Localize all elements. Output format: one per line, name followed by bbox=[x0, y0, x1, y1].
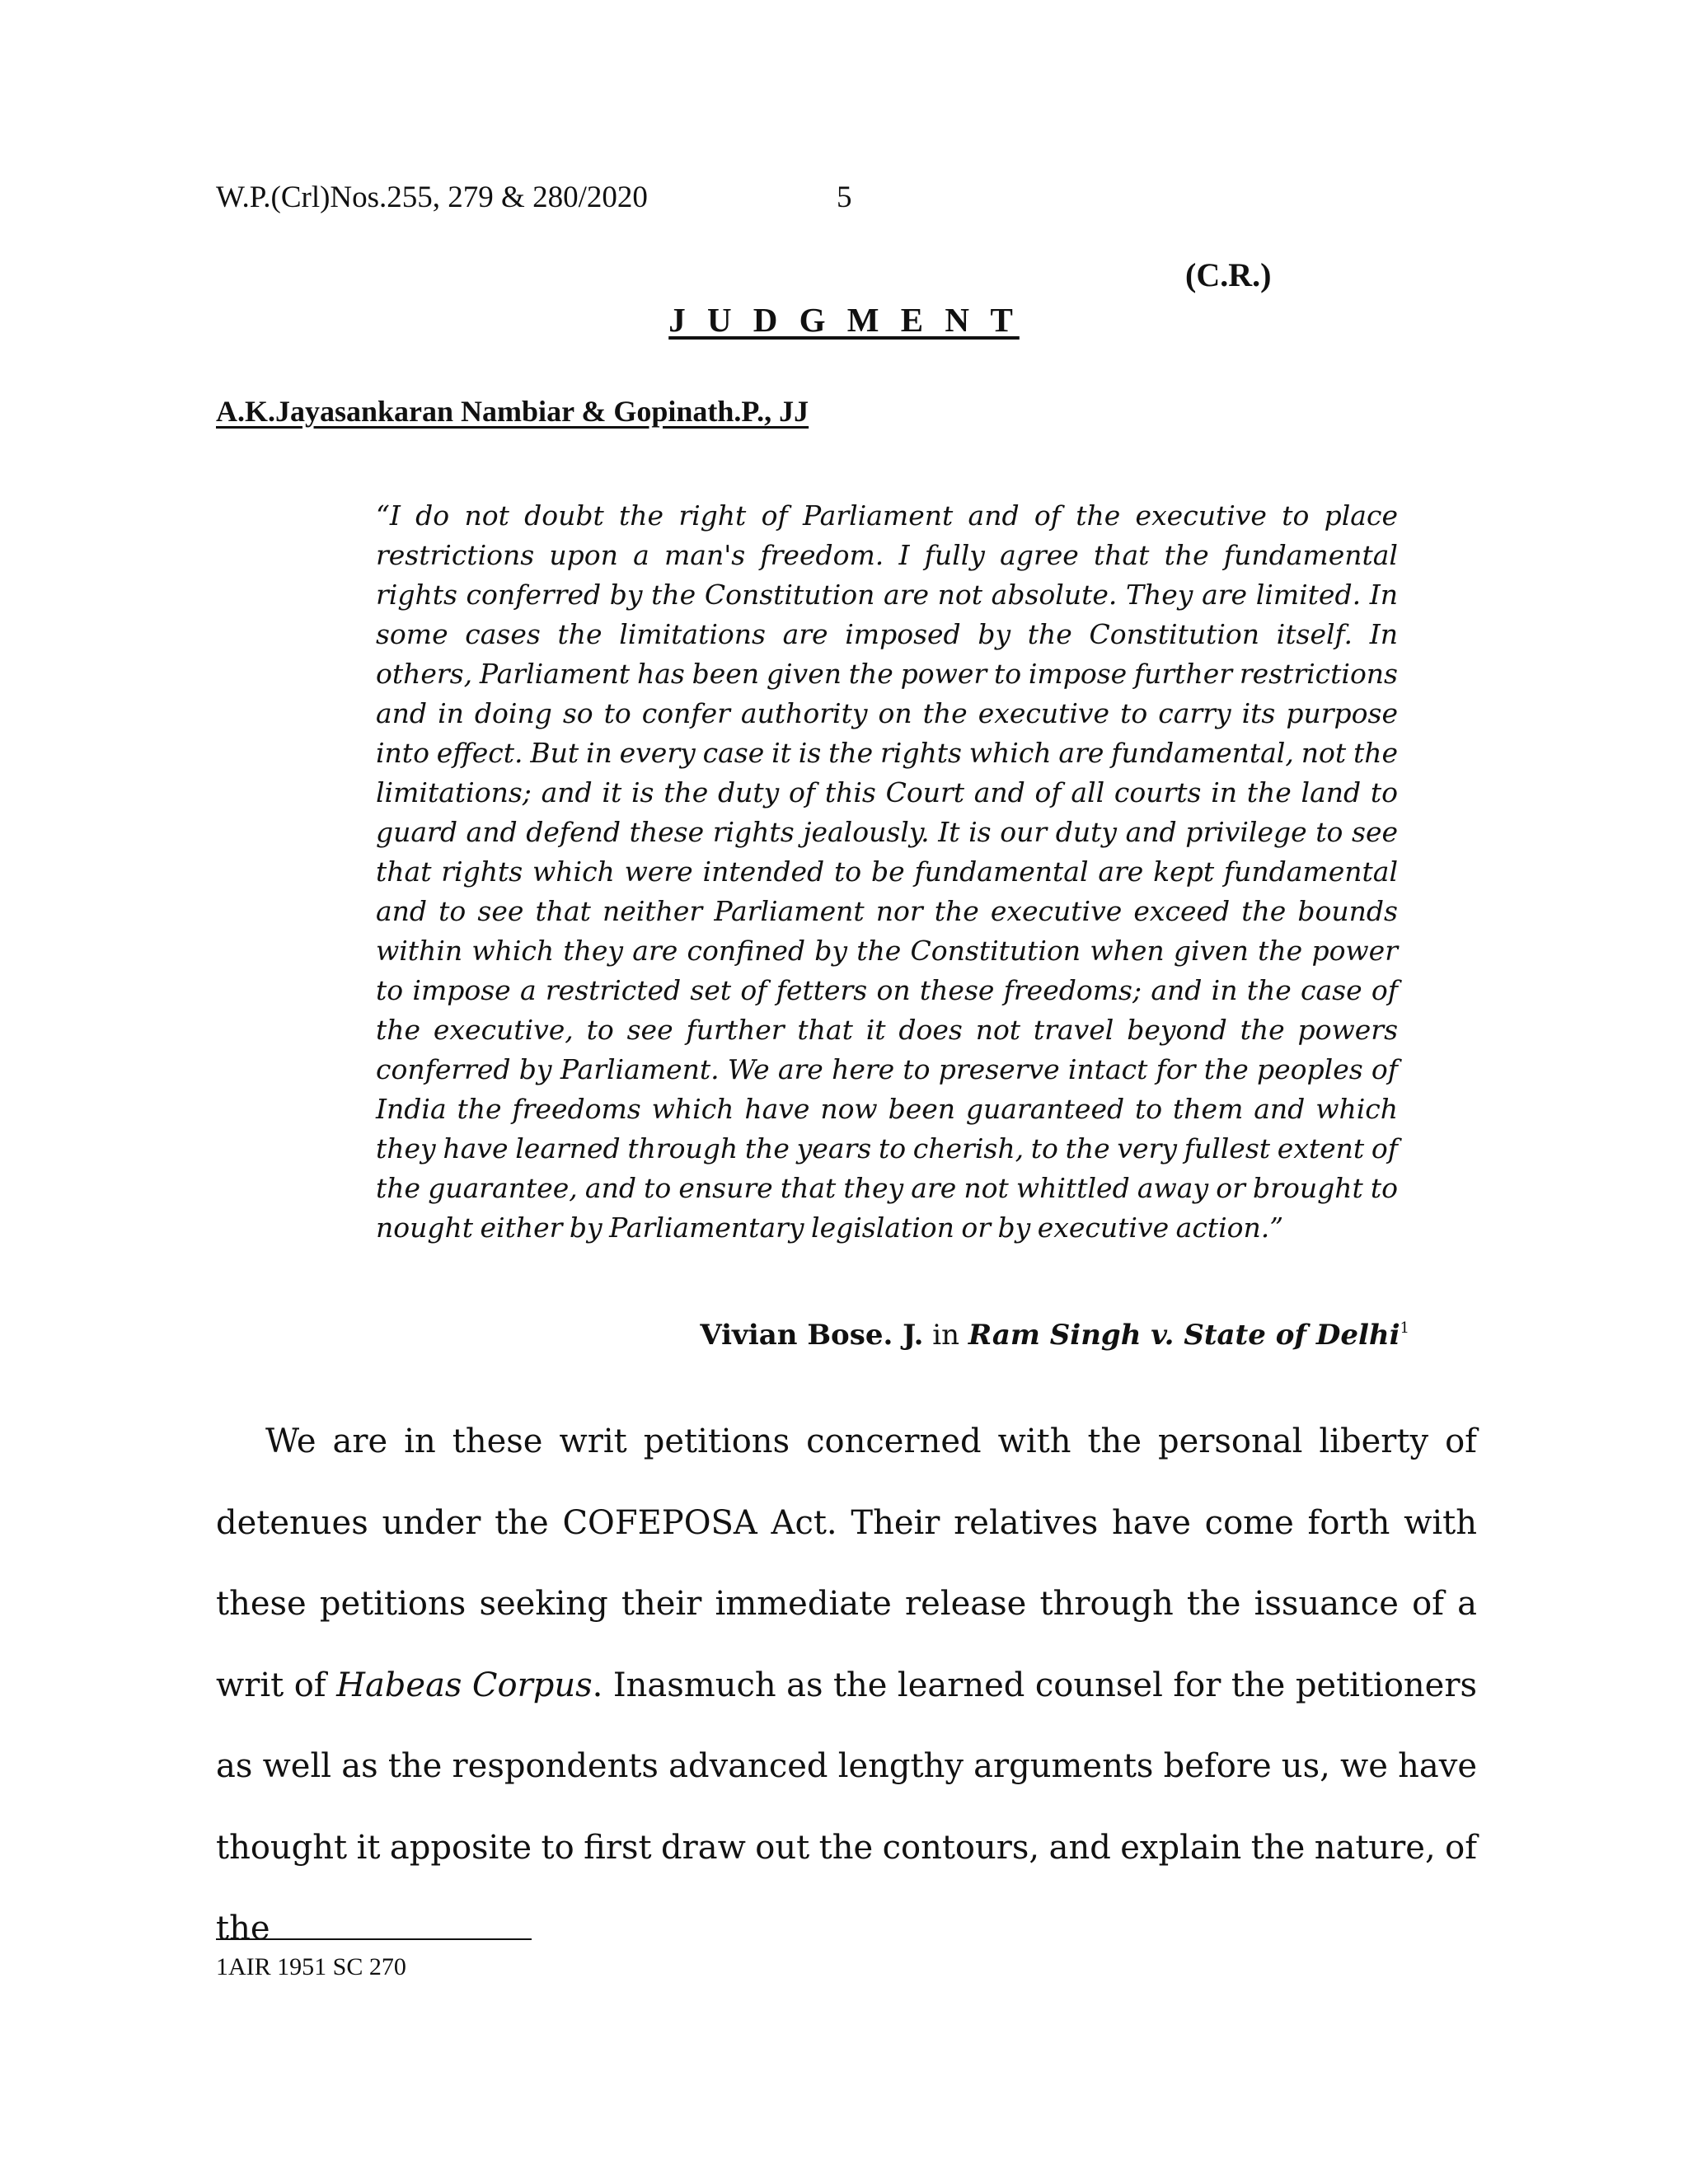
page-number: 5 bbox=[837, 180, 852, 214]
judges-line: A.K.Jayasankaran Nambiar & Gopinath.P., JJ bbox=[216, 395, 809, 428]
attribution-judge: Vivian Bose. J. bbox=[700, 1319, 924, 1352]
footnote-reference: 1 bbox=[1400, 1319, 1409, 1337]
footnote-divider bbox=[216, 1938, 532, 1940]
footnote: 1AIR 1951 SC 270 bbox=[216, 1953, 406, 1980]
body-text-part-1: We are in these writ petitions concerned with the personal liberty of detenues under the COFEPOSA Act. Their relatives have come forth with these petitions seeking their immediate release through the issuance of a writ of bbox=[216, 1422, 1477, 1704]
judgment-title: J U D G M E N T bbox=[668, 301, 1020, 339]
attribution-case-name: Ram Singh v. State of Delhi bbox=[968, 1319, 1400, 1352]
case-number-header: W.P.(Crl)Nos.255, 279 & 280/2020 bbox=[216, 180, 648, 214]
opening-quotation: “I do not doubt the right of Parliament and of the executive to place restrictions upon a man's freedom. I fully agree that the fundamental rights conferred by the Constitution are not absolute. They are limited. In some cases the limitations are imposed by the Constitution itself. In others, Parliament has been given the power to impose further restrictions and in doing so to confer authority on the executive to carry its purpose into effect. But in every case it is the rights which are fundamental, not the limitations; and it is the duty of this Court and of all courts in the land to guard and defend these rights jealously. It is our duty and privilege to see that rights which were intended to be fundamental are kept fundamental and to see that neither Parliament nor the executive exceed the bounds within which they are confined by the Constitution when given the power to impose a restricted set of fetters on these freedoms; and in the case of the executive, to see further that it does not travel beyond the powers conferred by Parliament. We are here to preserve intact for the peoples of India the freedoms which have now been guaranteed to them and which they have learned through the years to cherish, to the very fullest extent of the guarantee, and to ensure that they are not whittled away or brought to nought either by Parliamentary legislation or by executive action.” bbox=[376, 499, 1398, 1244]
quote-attribution bbox=[700, 1319, 1409, 1352]
body-text-italic: Habeas Corpus bbox=[336, 1666, 593, 1704]
cr-marking: (C.R.) bbox=[1185, 256, 1272, 293]
body-text-part-2: . Inasmuch as the learned counsel for the petitioners as well as the respondents advanced lengthy arguments before us, we have thought it apposite to first draw out the contours, and explain the nature, of the bbox=[216, 1666, 1477, 1947]
body-paragraph bbox=[216, 1401, 1477, 1970]
attribution-connector: in bbox=[923, 1319, 968, 1352]
